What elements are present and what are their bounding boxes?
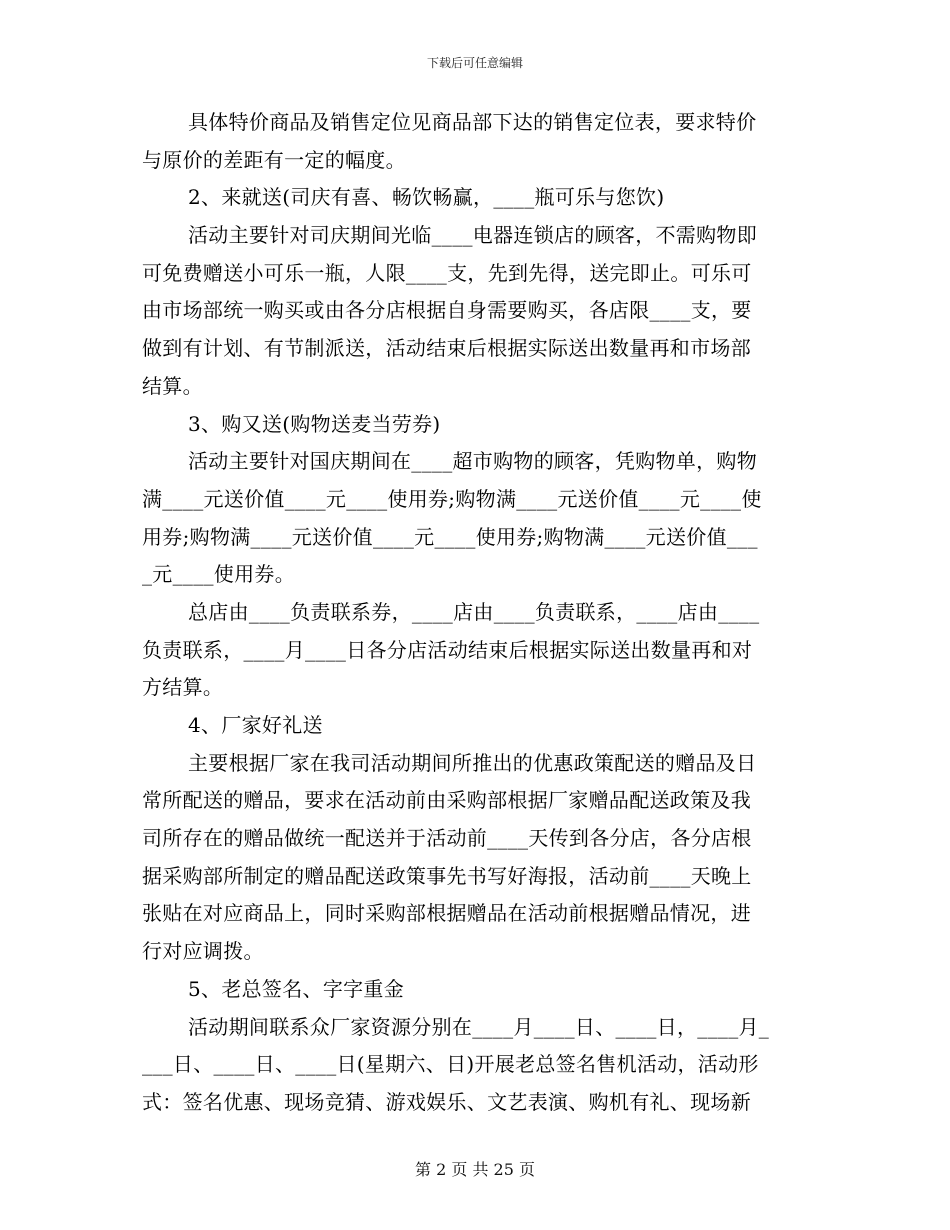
text-line: 4、厂家好礼送 (188, 713, 323, 737)
page-footer: 第 2 页 共 25 页 (415, 1160, 535, 1179)
text-line: 与原价的差距有一定的幅度。 (142, 147, 406, 172)
text-line: 2、来就送(司庆有喜、畅饮畅赢，____瓶可乐与您饮) (188, 185, 665, 210)
text-line: 常所配送的赠品，要求在活动前由采购部根据厂家赠品配送政策及我 (142, 788, 751, 813)
text-line: 方结算。 (142, 675, 224, 700)
text-line: 满____元送价值____元____使用券;购物满____元送价值____元____使 (142, 486, 762, 511)
text-line: 张贴在对应商品上，同时采购部根据赠品在活动前根据赠品情况，进 (142, 901, 751, 926)
text-line: _元____使用券。 (142, 562, 295, 587)
page-header: 下载后可任意编辑 (426, 56, 523, 70)
text-line: 具体特价商品及销售定位见商品部下达的销售定位表，要求特价 (188, 110, 757, 134)
text-line: 式：签名优惠、现场竞猜、游戏娱乐、文艺表演、购机有礼、现场新 (142, 1089, 751, 1114)
text-line: 用券;购物满____元送价值____元____使用券;购物满____元送价值___ (142, 524, 758, 549)
text-line: 负责联系，____月____日各分店活动结束后根据实际送出数量再和对 (142, 637, 753, 662)
text-line: 据采购部所制定的赠品配送政策事先书写好海报，活动前____天晚上 (142, 863, 752, 888)
document-body (142, 104, 810, 1122)
text-line: 活动主要针对国庆期间在____超市购物的顾客，凭购物单，购物 (188, 449, 757, 474)
text-line: 主要根据厂家在我司活动期间所推出的优惠政策配送的赠品及日 (188, 750, 757, 775)
text-line: 司所存在的赠品做统一配送并于活动前____天传到各分店，各分店根 (142, 826, 752, 851)
text-line: 活动主要针对司庆期间光临____电器连锁店的顾客，不需购物即 (188, 223, 757, 248)
text-line: ___日、____日、____日(星期六、日)开展老总签名售机活动，活动形 (142, 1052, 759, 1077)
text-line: 由市场部统一购买或由各分店根据自身需要购买，各店限____支，要 (142, 298, 752, 323)
text-line: 结算。 (142, 373, 203, 398)
text-line: 总店由____负责联系券，____店由____负责联系，____店由____ (188, 599, 760, 624)
text-line: 行对应调拨。 (142, 939, 264, 964)
text-line: 5、老总签名、字字重金 (188, 976, 405, 1001)
text-line: 活动期间联系众厂家资源分别在____月____日、____日，____月_ (188, 1014, 770, 1039)
text-line: 3、购又送(购物送麦当劳券) (188, 411, 441, 436)
text-line: 做到有计划、有节制派送，活动结束后根据实际送出数量再和市场部 (142, 336, 751, 361)
text-line: 可免费赠送小可乐一瓶，人限____支，先到先得，送完即止。可乐可 (142, 260, 752, 285)
